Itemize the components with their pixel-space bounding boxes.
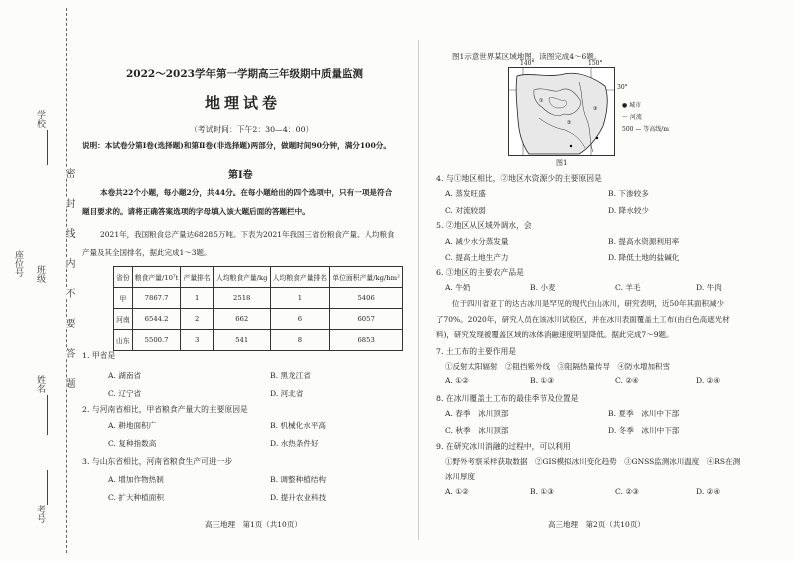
footer-right: 高三地理 第2页（共10页） (548, 520, 645, 529)
school-line (47, 130, 48, 165)
q3-option-a[interactable]: A. 增加作物热制 (108, 475, 164, 484)
landmass (516, 73, 607, 154)
grain-table (113, 266, 403, 351)
seal-word: 不 (63, 288, 74, 298)
q1-option-b[interactable]: B. 黑龙江省 (270, 371, 311, 380)
q9-option-d[interactable]: D. ②④ (696, 487, 721, 496)
table-header-row (114, 267, 403, 288)
q7-option-a[interactable]: A. ①② (445, 376, 469, 385)
q3-option-b[interactable]: B. 调整种植结构 (270, 475, 326, 484)
exam-time: （考试时间：下午2：30—4：00） (190, 125, 314, 134)
table-header-cell: 省份 (114, 267, 133, 288)
q4-option-c[interactable]: C. 对流较弱 (445, 206, 486, 215)
q5-option-c[interactable]: C. 提高土地生产力 (445, 253, 509, 262)
q2-option-d[interactable]: D. 水热条件好 (270, 439, 319, 448)
table-cell: 1 (181, 288, 213, 309)
lat-label: 30° (617, 84, 628, 91)
table-header-cell: 人均粮食产量排名 (270, 267, 330, 288)
q3-option-c[interactable]: C. 扩大种植面积 (108, 493, 164, 502)
svg-text:①: ① (539, 98, 544, 104)
name-label: 姓名 (35, 375, 45, 393)
table-cell: 6853 (330, 330, 403, 351)
q1-stem: 1. 甲省是 (82, 351, 116, 360)
q9-statements-1: ①野外考察采样获取数据 ②GIS模拟冰川变化趋势 ③GNSS监测冰川温度 ④RS在测 (445, 457, 741, 466)
section-intro-1: 本卷共22个小题，每小题2分，共44分。在每小题给出的四个选项中，只有一项是符合 (100, 188, 393, 197)
q1-option-c[interactable]: C. 辽宁省 (108, 389, 142, 398)
table-cell: 甲 (114, 288, 133, 309)
q7-option-b[interactable]: B. ①③ (530, 376, 555, 385)
q7-statements: ①反射太阳辐射 ②阻挡紫外线 ③阻隔热量传导 ④防水增加积雪 (445, 362, 670, 371)
q5-option-d[interactable]: D. 降低土地的盐碱化 (608, 253, 680, 262)
q8-option-d[interactable]: D. 冬季 冰川中下部 (608, 426, 680, 435)
table-header-cell: 产量排名 (181, 267, 213, 288)
instructions: 说明：本试卷分第Ⅰ卷(选择题)和第Ⅱ卷(非选择题)两部分，做题时间90分钟，满分100分。 (82, 141, 391, 150)
column-divider (418, 40, 419, 540)
seal-word: 题 (63, 378, 74, 388)
q6-option-d[interactable]: D. 牛肉 (696, 283, 722, 292)
q7-option-d[interactable]: D. ②④ (696, 376, 721, 385)
q4-stem: 4. 与①地区相比，②地区水资源少的主要原因是 (436, 174, 602, 183)
q3-stem: 3. 与山东省相比，河南省粮食生产可进一步 (82, 457, 233, 466)
table-cell: 5500.7 (132, 330, 181, 351)
q2-option-b[interactable]: B. 机械化水平高 (270, 421, 326, 430)
exam-title: 2022～2023学年第一学期高三年级期中质量监测 (126, 68, 363, 80)
q6-option-c[interactable]: C. 羊毛 (615, 283, 641, 292)
map-caption: 图1示意世界某区域地图，读图完成4～6题。 (452, 52, 602, 61)
q1-option-a[interactable]: A. 湖南省 (108, 371, 142, 380)
exam-no-label: 考号 (35, 505, 45, 523)
q3-option-d[interactable]: D. 提升农业科技 (270, 493, 327, 502)
class-label: 班级 (35, 265, 45, 283)
table-cell: 山东 (114, 330, 133, 351)
q7-option-c[interactable]: C. ②④ (615, 376, 639, 385)
seal-word: 内 (63, 258, 74, 268)
q8-option-c[interactable]: C. 秋季 冰川顶部 (445, 426, 509, 435)
seal-word: 封 (63, 198, 74, 208)
seal-word: 线 (63, 228, 74, 238)
legend-city: ● 城市 (622, 102, 642, 109)
passage2-line1: 位于四川省亚丁的达古冰川是罕见的现代白山冰川，研究表明，近50年其面积减少 (452, 299, 725, 308)
svg-text:③: ③ (593, 106, 598, 112)
seal-line (66, 8, 67, 553)
map-graphic (509, 68, 614, 155)
table-header-cell: 人均粮食产量/kg (213, 267, 270, 288)
q5-option-b[interactable]: B. 提高水资源利用率 (608, 237, 680, 246)
table-row (114, 330, 403, 351)
q8-option-a[interactable]: A. 春季 冰川顶部 (445, 409, 509, 418)
table-header-cell: 粮食产量/10⁷t (132, 267, 181, 288)
q6-option-a[interactable]: A. 牛奶 (445, 283, 471, 292)
table-row (114, 288, 403, 309)
table-cell: 2518 (213, 288, 270, 309)
school-label: 学校 (35, 110, 45, 128)
seat-label: 座位号 (13, 250, 23, 277)
passage2-line3: 料)，研究发现被覆盖区域的冰体消融速度明显降低。据此完成7～9题。 (436, 330, 674, 339)
exam-no-line (47, 470, 48, 505)
section-title: 第Ⅰ卷 (228, 170, 253, 181)
table-header-cell: 单位面积产量/kg/hm² (330, 267, 403, 288)
table-cell: 7867.7 (132, 288, 181, 309)
q1-option-d[interactable]: D. 河北省 (270, 389, 304, 398)
q8-option-b[interactable]: B. 夏季 冰川中下部 (608, 409, 680, 418)
q9-stem: 9. 在研究冰川消融的过程中，可以利用 (436, 442, 571, 451)
table-cell: 河南 (114, 309, 133, 330)
q4-option-d[interactable]: D. 降水较少 (608, 206, 650, 215)
passage1-line1: 2021年，我国粮食总产量达68285万吨。下表为2021年我国三省份粮食产量、人均粮食 (100, 230, 395, 239)
q2-stem: 2. 与河南省相比，甲省粮食产量大的主要原因是 (82, 405, 248, 414)
table-cell: 8 (270, 330, 330, 351)
q6-stem: 6. ③地区的主要农产品是 (436, 268, 524, 277)
table-cell: 2 (181, 309, 213, 330)
passage2-line2: 了70%。2020年，研究人员在该冰川试验区，并在冰川表面覆盖土工布(由白色高遮光材 (436, 315, 730, 324)
q9-statements-2: 冰川厚度 (445, 472, 475, 481)
region-map (508, 67, 615, 156)
legend-city-text: 城市 (629, 102, 642, 109)
svg-text:②: ② (567, 120, 572, 126)
binding-strip (0, 0, 74, 561)
table-cell: 5406 (330, 288, 403, 309)
name-line (47, 395, 48, 435)
lon-right-label: 150° (588, 60, 603, 67)
q9-option-c[interactable]: C. ②③ (615, 487, 639, 496)
table-cell: 3 (181, 330, 213, 351)
legend-river-text: 河流 (629, 114, 642, 121)
q4-option-a[interactable]: A. 蒸发旺盛 (445, 189, 486, 198)
q6-option-b[interactable]: B. 小麦 (530, 283, 556, 292)
q5-option-a[interactable]: A. 减少水分蒸发量 (445, 237, 509, 246)
passage1-line2: 产量及其全国排名，据此完成1～3题。 (82, 248, 212, 257)
q8-stem: 8. 在冰川覆盖土工布的最佳季节及位置是 (436, 394, 579, 403)
q9-option-a[interactable]: A. ①② (445, 487, 469, 496)
seal-word: 要 (63, 318, 74, 328)
footer-left: 高三地理 第1页（共10页） (205, 520, 302, 529)
table-cell: 662 (213, 309, 270, 330)
q2-option-a[interactable]: A. 耕地面积广 (108, 421, 157, 430)
seal-word: 密 (63, 168, 74, 178)
q4-option-b[interactable]: B. 下渗较多 (608, 189, 649, 198)
table-cell: 1 (270, 288, 330, 309)
table-cell: 6057 (330, 309, 403, 330)
q2-option-c[interactable]: C. 复种指数高 (108, 439, 157, 448)
legend-contour: 500 — 等高线/m (622, 126, 669, 133)
q5-stem: 5. ②地区从区域外调水，会 (436, 221, 532, 230)
table-cell: 541 (213, 330, 270, 351)
section-intro-2: 题目要求的。请将正确答案选项的字母填入该大题后面的答题栏中。 (82, 207, 310, 216)
q9-option-b[interactable]: B. ①③ (530, 487, 555, 496)
seal-word: 答 (63, 348, 74, 358)
lon-left-label: 140° (520, 60, 535, 67)
subject-title: 地理试卷 (205, 94, 282, 112)
table-row (114, 309, 403, 330)
table-cell: 6544.2 (132, 309, 181, 330)
figure-label: 图1 (556, 159, 568, 167)
q7-stem: 7. 土工布的主要作用是 (436, 347, 517, 356)
table-cell: 6 (270, 309, 330, 330)
legend-river: ～ 河流 (622, 114, 642, 121)
